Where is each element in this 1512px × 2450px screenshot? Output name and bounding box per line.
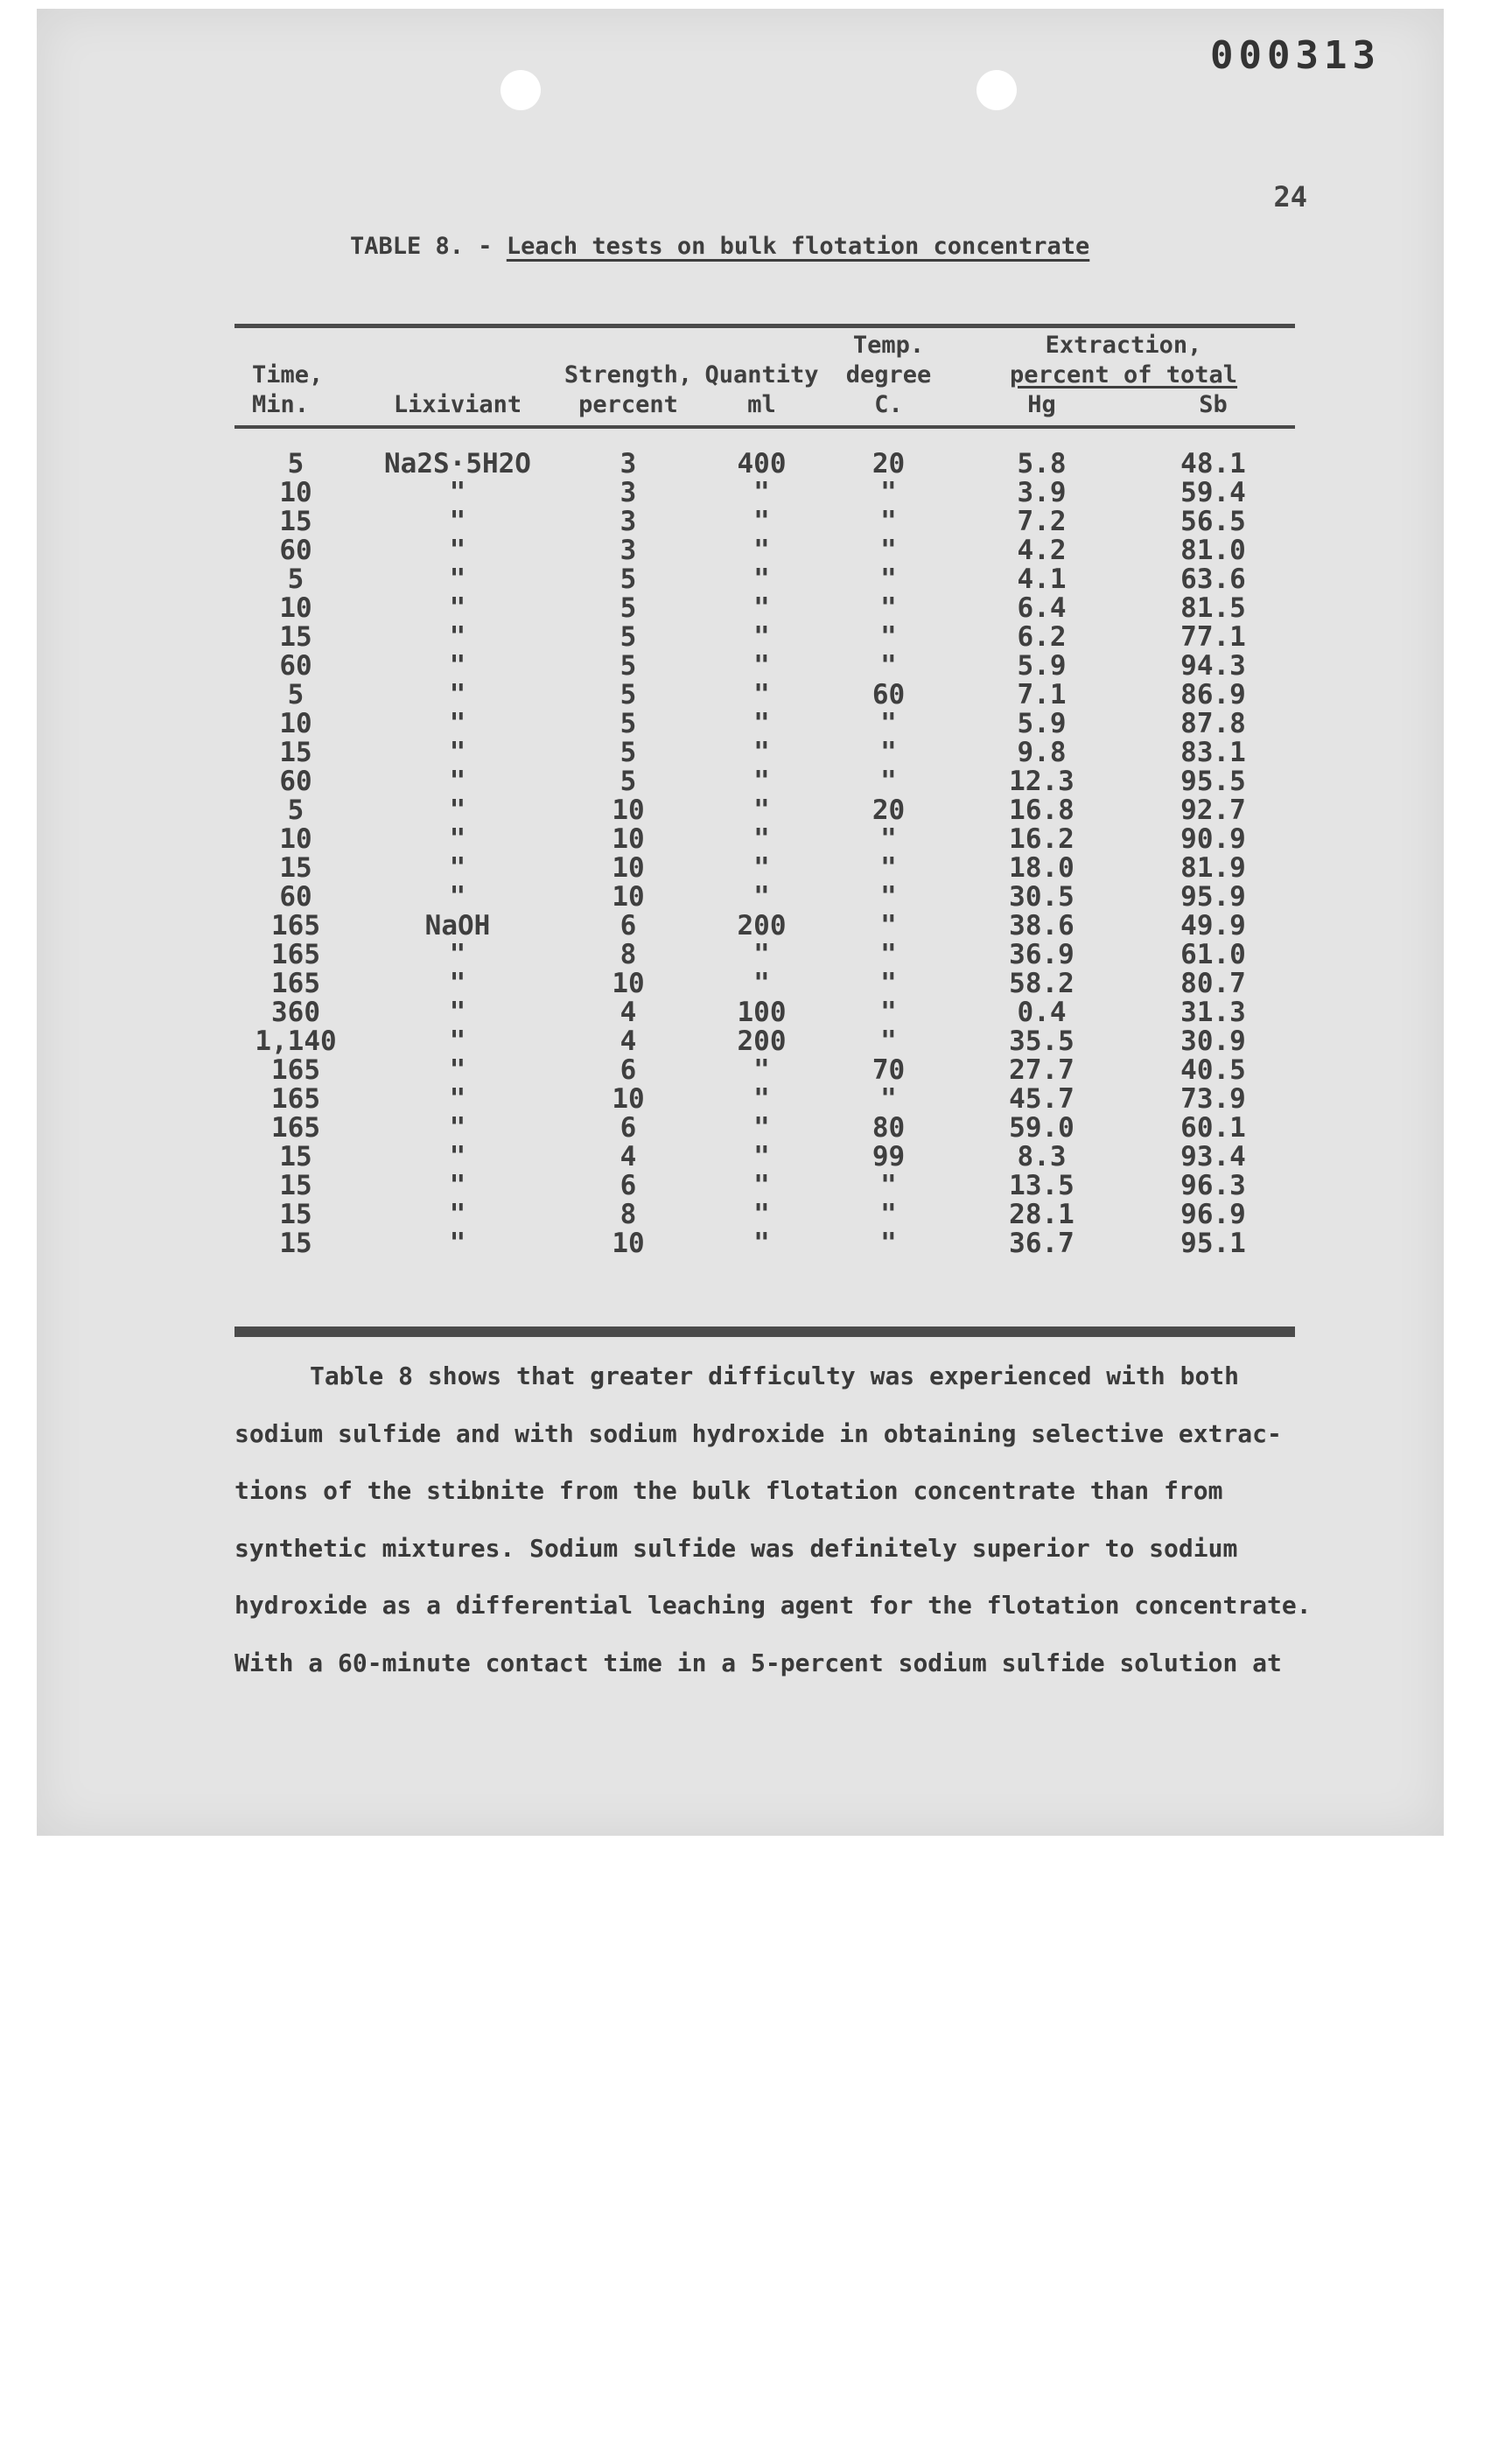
- table-row: [234, 912, 1295, 941]
- table-row: [234, 652, 1295, 681]
- table-top-rule: [234, 324, 1295, 328]
- table-row: [234, 1229, 1295, 1258]
- cell-hg-extraction: 28.1: [1009, 1199, 1074, 1230]
- cell-temperature: 80: [872, 1112, 906, 1144]
- table-row: [234, 450, 1295, 479]
- cell-time: 1,140: [255, 1026, 337, 1057]
- document-stamp-number: 000313: [1210, 33, 1381, 78]
- cell-hg-extraction: 9.8: [1017, 737, 1067, 768]
- table-row: [234, 623, 1295, 652]
- cell-strength: 5: [620, 592, 637, 624]
- cell-sb-extraction: 63.6: [1180, 564, 1246, 595]
- cell-quantity: ": [753, 679, 770, 710]
- cell-time: 360: [271, 997, 320, 1028]
- cell-temperature: 99: [872, 1141, 906, 1172]
- cell-lixiviant: ": [449, 852, 466, 884]
- cell-sb-extraction: 61.0: [1180, 939, 1246, 970]
- cell-sb-extraction: 30.9: [1180, 1026, 1246, 1057]
- cell-sb-extraction: 49.9: [1180, 910, 1246, 942]
- cell-hg-extraction: 4.2: [1017, 535, 1067, 566]
- cell-quantity: ": [753, 1054, 770, 1086]
- cell-hg-extraction: 6.2: [1017, 621, 1067, 653]
- table-row: [234, 1143, 1295, 1172]
- cell-strength: 5: [620, 708, 637, 739]
- cell-sb-extraction: 59.4: [1180, 477, 1246, 508]
- table-row: [234, 508, 1295, 536]
- cell-lixiviant: ": [449, 997, 466, 1028]
- cell-quantity: ": [753, 1141, 770, 1172]
- cell-quantity: ": [753, 1228, 770, 1259]
- cell-hg-extraction: 18.0: [1009, 852, 1074, 884]
- cell-hg-extraction: 16.8: [1009, 794, 1074, 826]
- cell-quantity: ": [753, 968, 770, 999]
- cell-lixiviant: ": [449, 823, 466, 855]
- cell-quantity: ": [753, 823, 770, 855]
- cell-sb-extraction: 60.1: [1180, 1112, 1246, 1144]
- cell-lixiviant: ": [449, 679, 466, 710]
- cell-hg-extraction: 30.5: [1009, 881, 1074, 913]
- table-row: [234, 710, 1295, 738]
- header-lixiviant: Lixiviant: [393, 391, 522, 418]
- body-line: sodium sulfide and with sodium hydroxide in obtaining selective extrac-: [234, 1418, 1282, 1448]
- cell-sb-extraction: 95.9: [1180, 881, 1246, 913]
- cell-strength: 5: [620, 564, 637, 595]
- table-row: [234, 1027, 1295, 1056]
- punch-hole: [976, 70, 1017, 110]
- cell-strength: 10: [612, 823, 645, 855]
- cell-lixiviant: ": [449, 564, 466, 595]
- cell-time: 10: [279, 708, 312, 739]
- cell-lixiviant: ": [449, 766, 466, 797]
- cell-lixiviant: ": [449, 968, 466, 999]
- header-time: Time, Min.: [252, 361, 324, 418]
- cell-lixiviant: ": [449, 506, 466, 537]
- cell-lixiviant: ": [449, 1199, 466, 1230]
- cell-quantity: ": [753, 1083, 770, 1115]
- cell-strength: 3: [620, 506, 637, 537]
- cell-strength: 5: [620, 650, 637, 682]
- cell-time: 15: [279, 1141, 312, 1172]
- cell-strength: 10: [612, 1228, 645, 1259]
- cell-temperature: 20: [872, 448, 906, 480]
- cell-strength: 10: [612, 852, 645, 884]
- cell-hg-extraction: 4.1: [1017, 564, 1067, 595]
- cell-lixiviant: ": [449, 1170, 466, 1201]
- cell-sb-extraction: 81.0: [1180, 535, 1246, 566]
- cell-strength: 5: [620, 766, 637, 797]
- cell-lixiviant: ": [449, 621, 466, 653]
- cell-sb-extraction: 81.5: [1180, 592, 1246, 624]
- cell-hg-extraction: 8.3: [1017, 1141, 1067, 1172]
- table-title: [350, 233, 1089, 260]
- cell-temperature: ": [880, 1026, 897, 1057]
- cell-sb-extraction: 40.5: [1180, 1054, 1246, 1086]
- body-line: hydroxide as a differential leaching agent for the flotation concentrate.: [234, 1591, 1312, 1620]
- cell-strength: 6: [620, 1170, 637, 1201]
- cell-strength: 4: [620, 1141, 637, 1172]
- cell-temperature: ": [880, 737, 897, 768]
- cell-time: 15: [279, 1228, 312, 1259]
- cell-time: 15: [279, 621, 312, 653]
- cell-time: 165: [271, 1054, 320, 1086]
- cell-hg-extraction: 16.2: [1009, 823, 1074, 855]
- table-row: [234, 796, 1295, 825]
- header-quantity: Quantity ml: [704, 361, 819, 418]
- cell-hg-extraction: 35.5: [1009, 1026, 1074, 1057]
- cell-time: 165: [271, 968, 320, 999]
- cell-time: 60: [279, 535, 312, 566]
- cell-quantity: ": [753, 708, 770, 739]
- cell-quantity: ": [753, 939, 770, 970]
- table-row: [234, 998, 1295, 1027]
- cell-time: 15: [279, 506, 312, 537]
- cell-sb-extraction: 95.1: [1180, 1228, 1246, 1259]
- cell-sb-extraction: 48.1: [1180, 448, 1246, 480]
- cell-sb-extraction: 95.5: [1180, 766, 1246, 797]
- cell-temperature: ": [880, 564, 897, 595]
- cell-quantity: ": [753, 852, 770, 884]
- cell-time: 60: [279, 881, 312, 913]
- cell-lixiviant: ": [449, 650, 466, 682]
- cell-lixiviant: NaOH: [424, 910, 491, 942]
- table-bottom-rule: [234, 1326, 1295, 1337]
- cell-strength: 8: [620, 939, 637, 970]
- cell-hg-extraction: 27.7: [1009, 1054, 1074, 1086]
- cell-sb-extraction: 86.9: [1180, 679, 1246, 710]
- table-row: [234, 1172, 1295, 1200]
- table-row: [234, 738, 1295, 767]
- cell-temperature: ": [880, 1083, 897, 1115]
- cell-hg-extraction: 5.9: [1017, 650, 1067, 682]
- cell-hg-extraction: 7.1: [1017, 679, 1067, 710]
- cell-quantity: ": [753, 1199, 770, 1230]
- cell-lixiviant: ": [449, 1112, 466, 1144]
- cell-hg-extraction: 3.9: [1017, 477, 1067, 508]
- cell-quantity: ": [753, 737, 770, 768]
- cell-sb-extraction: 92.7: [1180, 794, 1246, 826]
- cell-temperature: ": [880, 477, 897, 508]
- table-row: [234, 1114, 1295, 1143]
- table-row: [234, 1056, 1295, 1085]
- table-row: [234, 681, 1295, 710]
- table-row: [234, 970, 1295, 998]
- cell-quantity: 100: [737, 997, 787, 1028]
- cell-strength: 5: [620, 679, 637, 710]
- cell-time: 5: [287, 448, 304, 480]
- cell-temperature: ": [880, 535, 897, 566]
- cell-lixiviant: ": [449, 1026, 466, 1057]
- cell-sb-extraction: 96.9: [1180, 1199, 1246, 1230]
- cell-temperature: ": [880, 1170, 897, 1201]
- cell-lixiviant: ": [449, 737, 466, 768]
- cell-strength: 3: [620, 535, 637, 566]
- cell-time: 15: [279, 1170, 312, 1201]
- cell-strength: 10: [612, 968, 645, 999]
- cell-strength: 10: [612, 794, 645, 826]
- cell-sb-extraction: 81.9: [1180, 852, 1246, 884]
- cell-lixiviant: Na2S·5H2O: [384, 448, 531, 480]
- cell-quantity: ": [753, 564, 770, 595]
- cell-lixiviant: ": [449, 1054, 466, 1086]
- table-title-main: Leach tests on bulk flotation concentrate: [506, 233, 1090, 260]
- cell-quantity: ": [753, 1170, 770, 1201]
- cell-quantity: ": [753, 794, 770, 826]
- table-row: [234, 594, 1295, 623]
- cell-sb-extraction: 94.3: [1180, 650, 1246, 682]
- cell-time: 10: [279, 823, 312, 855]
- cell-temperature: ": [880, 881, 897, 913]
- body-line: With a 60-minute contact time in a 5-percent sodium sulfide solution at: [234, 1648, 1282, 1677]
- cell-time: 15: [279, 852, 312, 884]
- header-sb: Sb: [1199, 391, 1228, 418]
- cell-hg-extraction: 58.2: [1009, 968, 1074, 999]
- cell-temperature: ": [880, 910, 897, 942]
- cell-strength: 6: [620, 1112, 637, 1144]
- cell-hg-extraction: 7.2: [1017, 506, 1067, 537]
- body-line: synthetic mixtures. Sodium sulfide was definitely superior to sodium: [234, 1533, 1238, 1563]
- cell-temperature: ": [880, 1228, 897, 1259]
- cell-hg-extraction: 45.7: [1009, 1083, 1074, 1115]
- cell-strength: 3: [620, 477, 637, 508]
- cell-temperature: ": [880, 852, 897, 884]
- cell-quantity: 200: [737, 1026, 787, 1057]
- cell-temperature: ": [880, 506, 897, 537]
- cell-strength: 4: [620, 1026, 637, 1057]
- header-extraction: Extraction, percent of total: [1009, 332, 1238, 388]
- cell-quantity: 400: [737, 448, 787, 480]
- cell-strength: 5: [620, 737, 637, 768]
- cell-sb-extraction: 73.9: [1180, 1083, 1246, 1115]
- cell-quantity: ": [753, 621, 770, 653]
- cell-quantity: ": [753, 506, 770, 537]
- cell-time: 15: [279, 737, 312, 768]
- cell-time: 165: [271, 910, 320, 942]
- cell-lixiviant: ": [449, 1141, 466, 1172]
- cell-hg-extraction: 38.6: [1009, 910, 1074, 942]
- cell-sb-extraction: 87.8: [1180, 708, 1246, 739]
- cell-quantity: ": [753, 766, 770, 797]
- cell-strength: 6: [620, 910, 637, 942]
- cell-time: 165: [271, 1112, 320, 1144]
- cell-temperature: ": [880, 621, 897, 653]
- cell-hg-extraction: 6.4: [1017, 592, 1067, 624]
- cell-temperature: ": [880, 823, 897, 855]
- cell-time: 165: [271, 1083, 320, 1115]
- cell-time: 5: [287, 679, 304, 710]
- cell-temperature: 60: [872, 679, 906, 710]
- cell-lixiviant: ": [449, 708, 466, 739]
- cell-lixiviant: ": [449, 794, 466, 826]
- cell-quantity: ": [753, 881, 770, 913]
- table-spacer-row: [234, 420, 1295, 450]
- header-hg: Hg: [1027, 391, 1056, 418]
- table-row: [234, 941, 1295, 970]
- header-temperature: Temp. degree C.: [845, 332, 932, 418]
- cell-temperature: ": [880, 650, 897, 682]
- cell-lixiviant: ": [449, 535, 466, 566]
- cell-sb-extraction: 90.9: [1180, 823, 1246, 855]
- cell-hg-extraction: 13.5: [1009, 1170, 1074, 1201]
- cell-lixiviant: ": [449, 1083, 466, 1115]
- cell-sb-extraction: 56.5: [1180, 506, 1246, 537]
- cell-time: 5: [287, 564, 304, 595]
- cell-quantity: 200: [737, 910, 787, 942]
- cell-lixiviant: ": [449, 939, 466, 970]
- punch-hole: [500, 70, 541, 110]
- cell-strength: 10: [612, 1083, 645, 1115]
- header-strength: Strength, percent: [564, 361, 693, 418]
- table-row: [234, 854, 1295, 883]
- cell-strength: 8: [620, 1199, 637, 1230]
- cell-hg-extraction: 36.9: [1009, 939, 1074, 970]
- cell-lixiviant: ": [449, 592, 466, 624]
- cell-temperature: ": [880, 1199, 897, 1230]
- cell-hg-extraction: 12.3: [1009, 766, 1074, 797]
- cell-hg-extraction: 0.4: [1017, 997, 1067, 1028]
- cell-strength: 5: [620, 621, 637, 653]
- cell-sb-extraction: 96.3: [1180, 1170, 1246, 1201]
- table-row: [234, 883, 1295, 912]
- cell-time: 60: [279, 650, 312, 682]
- cell-quantity: ": [753, 650, 770, 682]
- cell-sb-extraction: 93.4: [1180, 1141, 1246, 1172]
- cell-hg-extraction: 59.0: [1009, 1112, 1074, 1144]
- table-row: [234, 825, 1295, 854]
- cell-strength: 6: [620, 1054, 637, 1086]
- cell-strength: 3: [620, 448, 637, 480]
- cell-lixiviant: ": [449, 1228, 466, 1259]
- cell-hg-extraction: 5.8: [1017, 448, 1067, 480]
- cell-temperature: ": [880, 708, 897, 739]
- cell-sb-extraction: 31.3: [1180, 997, 1246, 1028]
- cell-quantity: ": [753, 592, 770, 624]
- table-row: [234, 1200, 1295, 1229]
- cell-hg-extraction: 36.7: [1009, 1228, 1074, 1259]
- cell-temperature: ": [880, 592, 897, 624]
- cell-time: 10: [279, 477, 312, 508]
- cell-time: 60: [279, 766, 312, 797]
- table-row: [234, 565, 1295, 594]
- cell-temperature: ": [880, 968, 897, 999]
- body-line: tions of the stibnite from the bulk flotation concentrate than from: [234, 1476, 1223, 1505]
- cell-strength: 4: [620, 997, 637, 1028]
- table-row: [234, 767, 1295, 796]
- cell-quantity: ": [753, 535, 770, 566]
- cell-temperature: 70: [872, 1054, 906, 1086]
- table-row: [234, 1085, 1295, 1114]
- body-paragraph: [234, 1348, 1372, 1691]
- table-row: [234, 536, 1295, 565]
- cell-sb-extraction: 80.7: [1180, 968, 1246, 999]
- cell-time: 15: [279, 1199, 312, 1230]
- table-body: [234, 420, 1295, 1258]
- body-line: Table 8 shows that greater difficulty was experienced with both: [310, 1362, 1240, 1390]
- cell-lixiviant: ": [449, 477, 466, 508]
- cell-sb-extraction: 83.1: [1180, 737, 1246, 768]
- cell-strength: 10: [612, 881, 645, 913]
- leach-tests-table: [234, 331, 1295, 1258]
- cell-temperature: ": [880, 997, 897, 1028]
- cell-temperature: ": [880, 766, 897, 797]
- cell-quantity: ": [753, 477, 770, 508]
- cell-temperature: ": [880, 939, 897, 970]
- page-number: 24: [1273, 180, 1307, 214]
- cell-hg-extraction: 5.9: [1017, 708, 1067, 739]
- cell-temperature: 20: [872, 794, 906, 826]
- cell-time: 10: [279, 592, 312, 624]
- cell-time: 5: [287, 794, 304, 826]
- cell-time: 165: [271, 939, 320, 970]
- table-row: [234, 479, 1295, 508]
- table-header-row: [234, 331, 1295, 390]
- cell-lixiviant: ": [449, 881, 466, 913]
- cell-sb-extraction: 77.1: [1180, 621, 1246, 653]
- cell-quantity: ": [753, 1112, 770, 1144]
- table-title-prefix: TABLE 8. -: [350, 233, 507, 260]
